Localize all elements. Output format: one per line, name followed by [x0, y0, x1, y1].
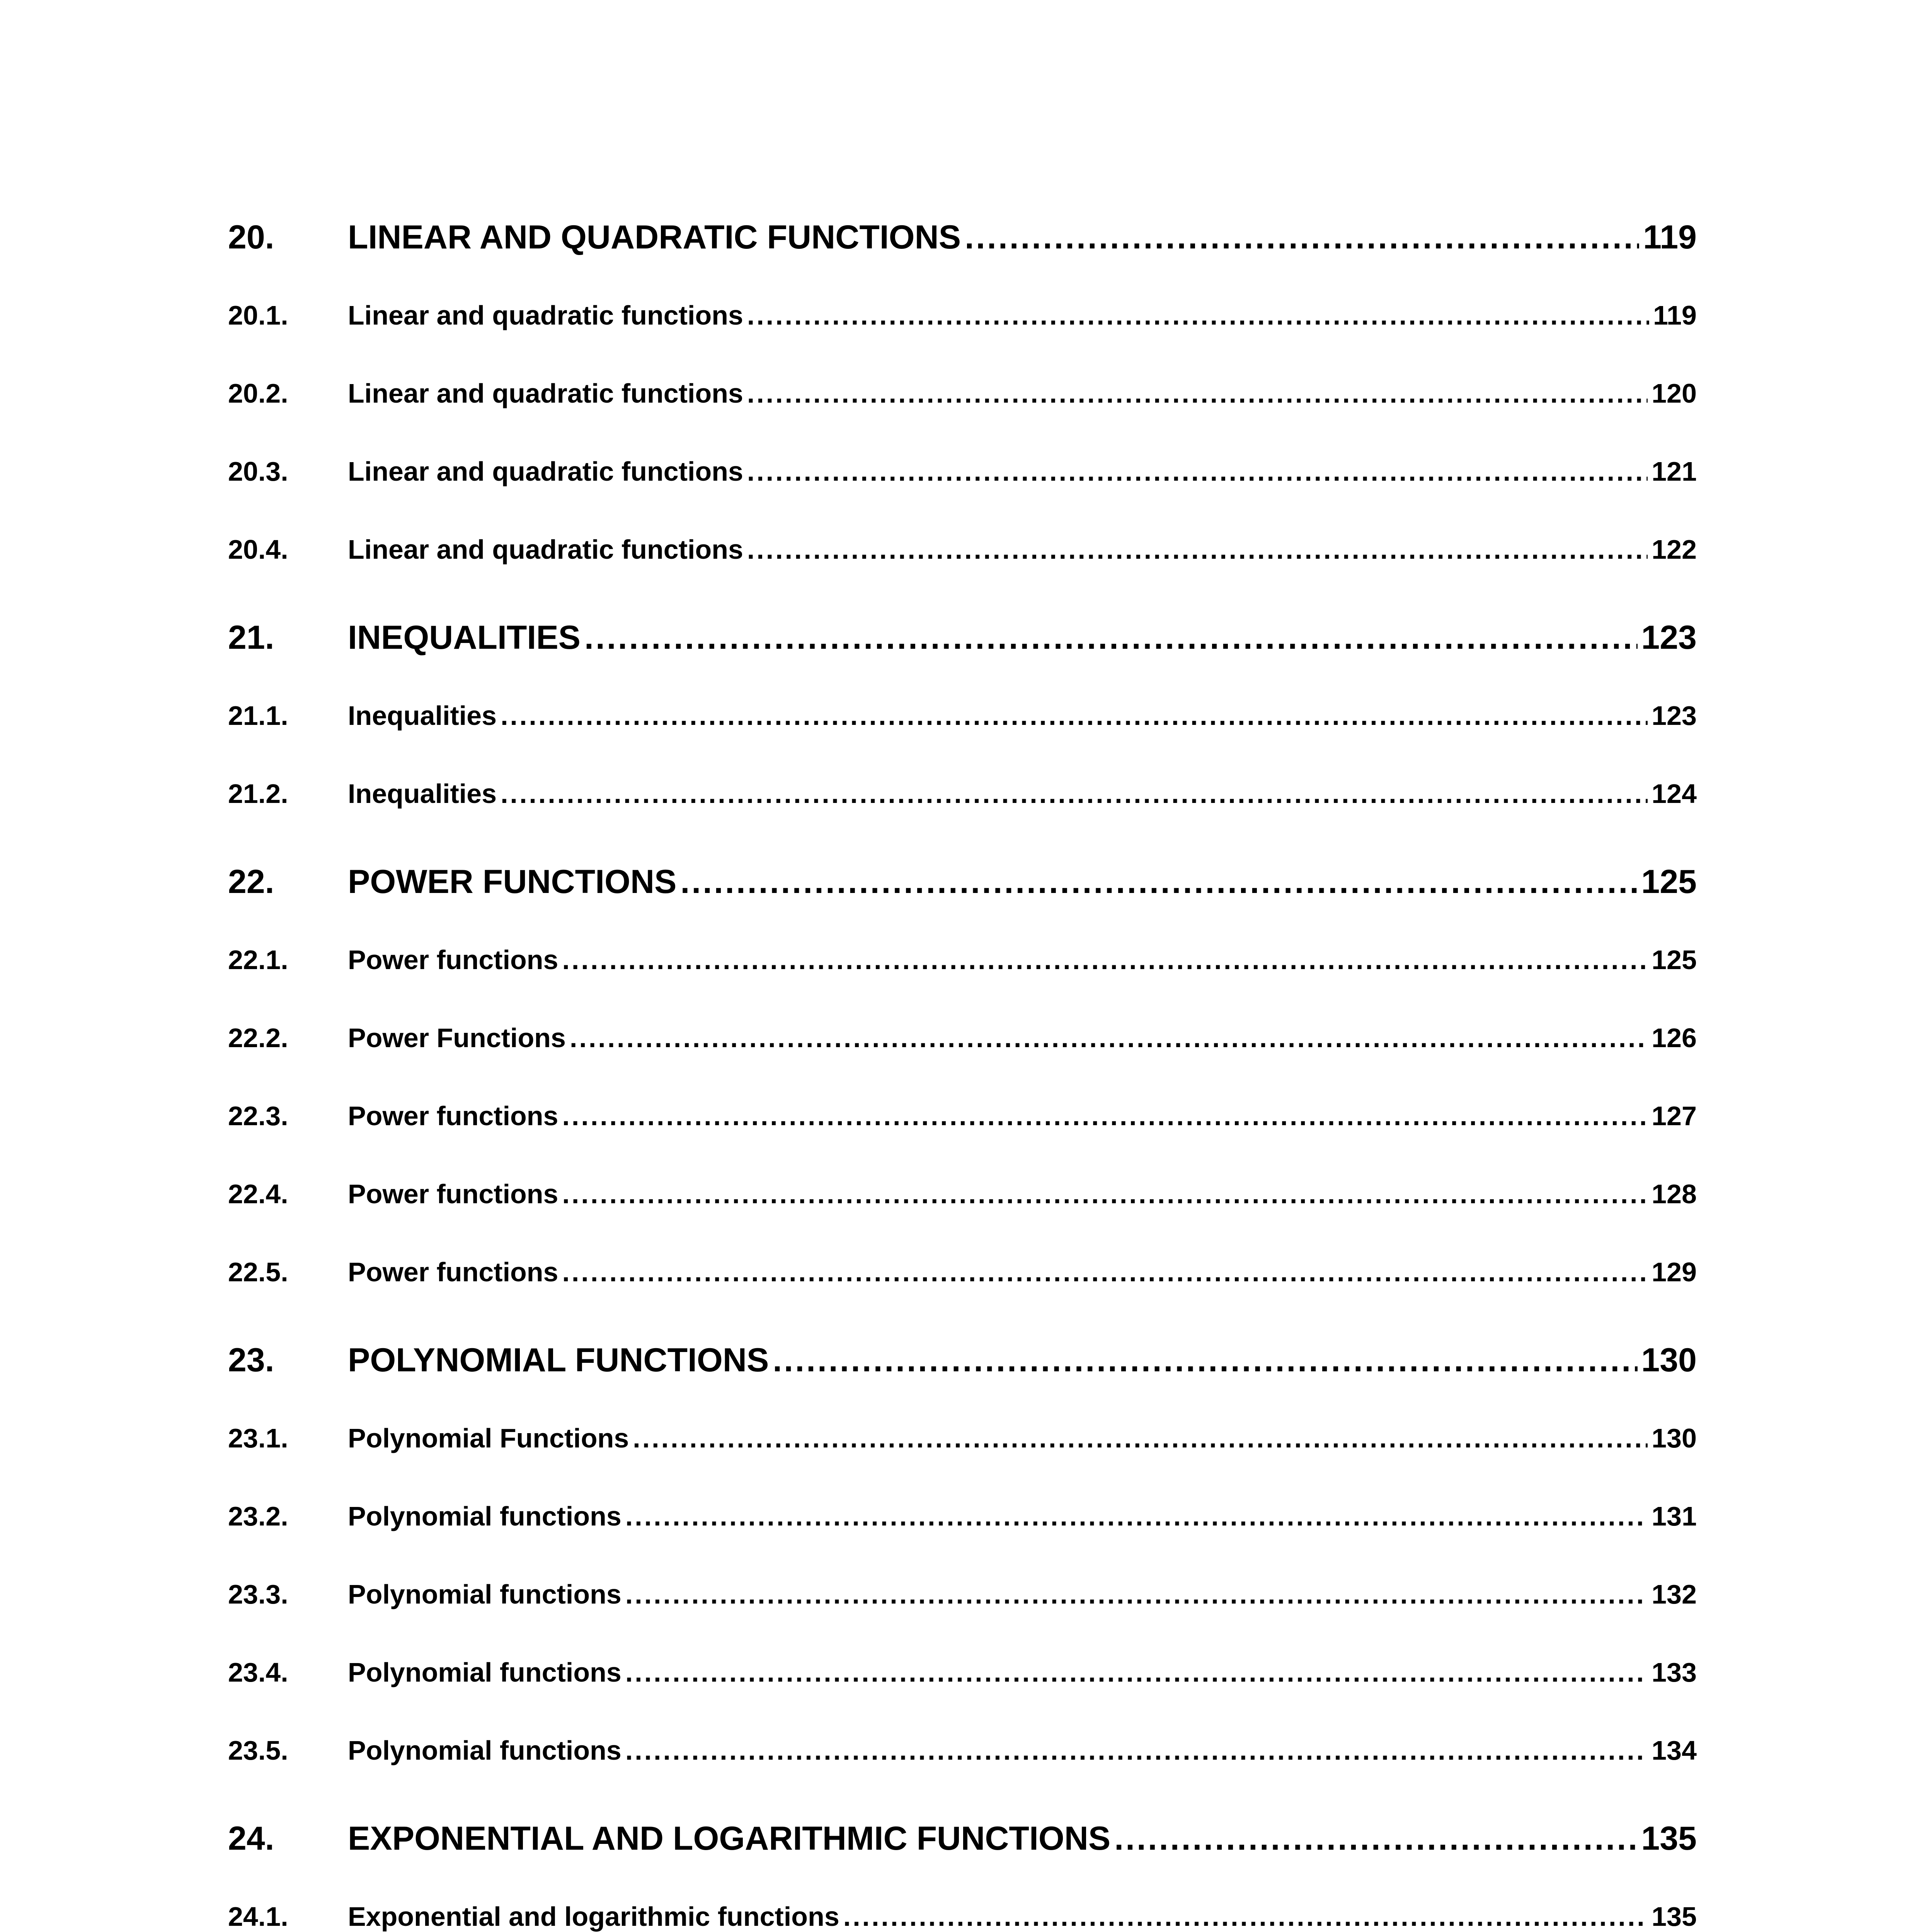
- dot-leader: [625, 1733, 1648, 1767]
- toc-entry-number: 23.1.: [228, 1423, 288, 1453]
- toc-entry-title: Polynomial Functions: [348, 1423, 629, 1453]
- toc-entry-page: 128: [1651, 1179, 1697, 1209]
- toc-section-entry[interactable]: [228, 1733, 1697, 1767]
- toc-entry-page: 122: [1651, 534, 1697, 565]
- toc-section-entry[interactable]: [228, 454, 1697, 488]
- toc-entry-number: 21.: [228, 619, 274, 656]
- dot-leader: [625, 1499, 1648, 1533]
- toc-entry-page: 130: [1651, 1423, 1697, 1453]
- toc-entry-number: 24.: [228, 1820, 274, 1857]
- toc-entry-page: 119: [1653, 300, 1697, 330]
- dot-leader: [1114, 1818, 1637, 1859]
- dot-leader: [501, 699, 1648, 733]
- toc-entry-page: 135: [1651, 1901, 1697, 1932]
- toc-entry-title: EXPONENTIAL AND LOGARITHMIC FUNCTIONS: [348, 1820, 1111, 1857]
- toc-entry-page: 124: [1651, 779, 1697, 809]
- toc-entry-title: Linear and quadratic functions: [348, 534, 743, 565]
- toc-entry-number: 23.5.: [228, 1735, 288, 1765]
- toc-entry-title: Inequalities: [348, 779, 497, 809]
- dot-leader: [773, 1339, 1637, 1381]
- toc-section-entry[interactable]: [228, 1099, 1697, 1133]
- toc-entry-number: 20.: [228, 219, 274, 256]
- toc-entry-title: LINEAR AND QUADRATIC FUNCTIONS: [348, 219, 961, 256]
- toc-entry-title: Polynomial functions: [348, 1579, 621, 1609]
- toc-section-entry[interactable]: [228, 1421, 1697, 1455]
- table-of-contents: [228, 216, 1697, 1932]
- toc-entry-number: 22.1.: [228, 945, 288, 975]
- toc-entry-page: 121: [1651, 456, 1697, 486]
- toc-section-entry[interactable]: [228, 376, 1697, 410]
- toc-entry-number: 23.3.: [228, 1579, 288, 1609]
- toc-entry-number: 24.1.: [228, 1901, 288, 1932]
- dot-leader: [562, 1255, 1648, 1289]
- toc-entry-page: 125: [1641, 863, 1697, 900]
- toc-entry-page: 125: [1651, 945, 1697, 975]
- toc-section-entry[interactable]: [228, 699, 1697, 733]
- toc-section-entry[interactable]: [228, 1577, 1697, 1611]
- dot-leader: [584, 617, 1637, 658]
- toc-entry-title: Power functions: [348, 1101, 558, 1131]
- toc-entry-number: 23.: [228, 1342, 274, 1379]
- toc-entry-title: Linear and quadratic functions: [348, 456, 743, 486]
- toc-entry-page: 130: [1641, 1342, 1697, 1379]
- dot-leader: [501, 777, 1648, 811]
- toc-entry-number: 22.5.: [228, 1257, 288, 1287]
- toc-chapter-entry[interactable]: [228, 617, 1697, 658]
- toc-entry-title: POWER FUNCTIONS: [348, 863, 677, 900]
- toc-entry-title: Power functions: [348, 1257, 558, 1287]
- toc-entry-page: 127: [1651, 1101, 1697, 1131]
- toc-entry-title: POLYNOMIAL FUNCTIONS: [348, 1342, 769, 1379]
- dot-leader: [562, 1099, 1648, 1133]
- toc-entry-page: 123: [1651, 701, 1697, 731]
- toc-section-entry[interactable]: [228, 1177, 1697, 1211]
- toc-entry-number: 22.: [228, 863, 274, 900]
- toc-entry-title: Power functions: [348, 1179, 558, 1209]
- dot-leader: [562, 943, 1648, 977]
- toc-entry-title: Exponential and logarithmic functions: [348, 1901, 839, 1932]
- toc-chapter-entry[interactable]: [228, 861, 1697, 903]
- dot-leader: [562, 1177, 1648, 1211]
- dot-leader: [965, 216, 1639, 258]
- toc-chapter-entry[interactable]: [228, 1818, 1697, 1859]
- toc-section-entry[interactable]: [228, 1021, 1697, 1055]
- toc-section-entry[interactable]: [228, 1655, 1697, 1689]
- dot-leader: [680, 861, 1637, 903]
- toc-entry-number: 22.4.: [228, 1179, 288, 1209]
- toc-entry-number: 22.2.: [228, 1023, 288, 1053]
- toc-entry-title: Inequalities: [348, 701, 497, 731]
- toc-chapter-entry[interactable]: [228, 1339, 1697, 1381]
- dot-leader: [570, 1021, 1648, 1055]
- toc-section-entry[interactable]: [228, 777, 1697, 811]
- toc-entry-title: Linear and quadratic functions: [348, 300, 743, 330]
- toc-entry-number: 21.1.: [228, 701, 288, 731]
- toc-entry-page: 134: [1651, 1735, 1697, 1765]
- toc-entry-number: 23.2.: [228, 1501, 288, 1531]
- dot-leader: [843, 1900, 1648, 1932]
- toc-entry-title: Polynomial functions: [348, 1657, 621, 1687]
- toc-entry-page: 132: [1651, 1579, 1697, 1609]
- dot-leader: [747, 376, 1648, 410]
- toc-entry-number: 20.4.: [228, 534, 288, 565]
- dot-leader: [747, 298, 1649, 332]
- toc-section-entry[interactable]: [228, 943, 1697, 977]
- toc-entry-page: 119: [1643, 219, 1697, 256]
- toc-entry-title: Power Functions: [348, 1023, 566, 1053]
- toc-entry-title: Power functions: [348, 945, 558, 975]
- dot-leader: [625, 1655, 1648, 1689]
- toc-section-entry[interactable]: [228, 1499, 1697, 1533]
- toc-section-entry[interactable]: [228, 1900, 1697, 1932]
- toc-entry-page: 135: [1641, 1820, 1697, 1857]
- toc-entry-title: Linear and quadratic functions: [348, 378, 743, 408]
- dot-leader: [633, 1421, 1648, 1455]
- toc-entry-page: 123: [1641, 619, 1697, 656]
- dot-leader: [625, 1577, 1648, 1611]
- toc-entry-page: 126: [1651, 1023, 1697, 1053]
- toc-section-entry[interactable]: [228, 532, 1697, 566]
- toc-entry-title: INEQUALITIES: [348, 619, 581, 656]
- toc-section-entry[interactable]: [228, 298, 1697, 332]
- toc-section-entry[interactable]: [228, 1255, 1697, 1289]
- toc-entry-page: 131: [1651, 1501, 1697, 1531]
- dot-leader: [747, 454, 1648, 488]
- toc-entry-number: 21.2.: [228, 779, 288, 809]
- toc-entry-title: Polynomial functions: [348, 1501, 621, 1531]
- toc-entry-page: 129: [1651, 1257, 1697, 1287]
- toc-chapter-entry[interactable]: [228, 216, 1697, 258]
- toc-entry-number: 20.3.: [228, 456, 288, 486]
- toc-entry-page: 120: [1651, 378, 1697, 408]
- toc-entry-title: Polynomial functions: [348, 1735, 621, 1765]
- toc-entry-number: 22.3.: [228, 1101, 288, 1131]
- dot-leader: [747, 532, 1648, 566]
- toc-entry-number: 20.1.: [228, 300, 288, 330]
- toc-entry-number: 20.2.: [228, 378, 288, 408]
- toc-entry-number: 23.4.: [228, 1657, 288, 1687]
- toc-entry-page: 133: [1651, 1657, 1697, 1687]
